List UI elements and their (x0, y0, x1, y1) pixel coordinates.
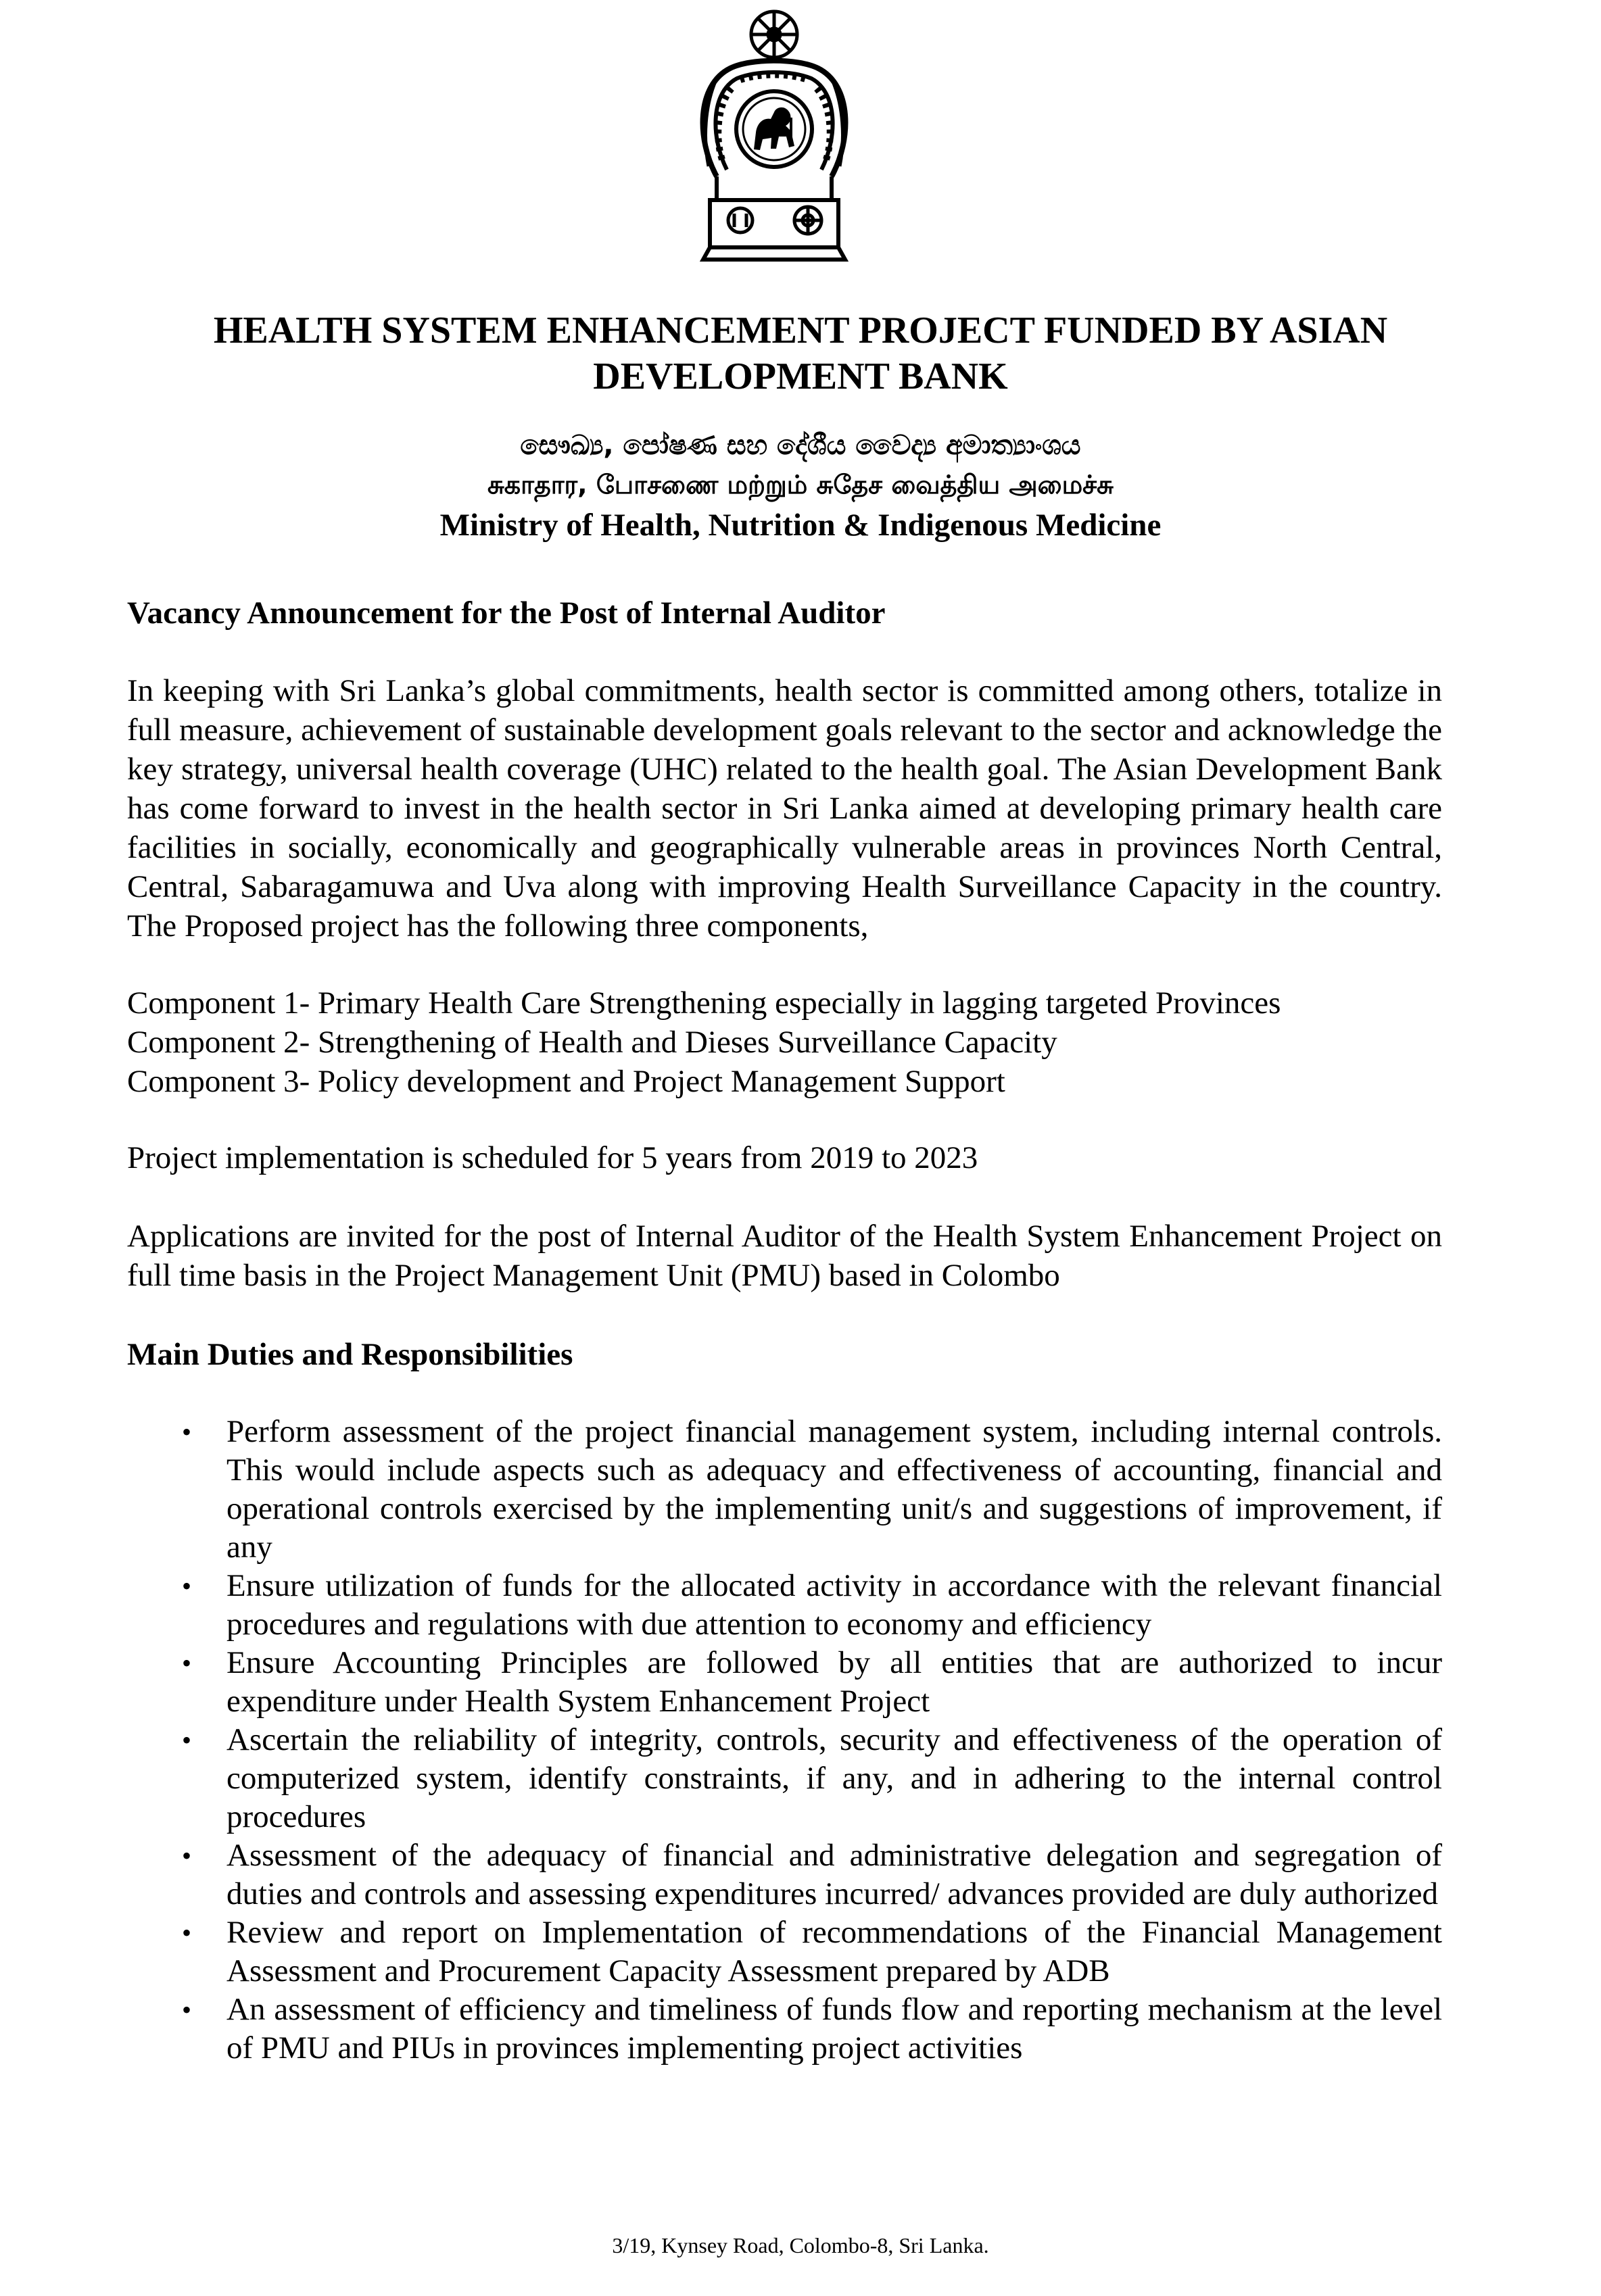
duty-item (127, 1836, 1442, 1913)
dharma-wheel-icon (751, 11, 797, 57)
component-item: Component 2- Strengthening of Health and Dieses Surveillance Capacity (127, 1025, 1057, 1060)
bullet-icon: • (181, 1417, 191, 1447)
duties-list (127, 1413, 1442, 2068)
duty-text: An assessment of efficiency and timeliness of funds flow and reporting mechanism at the level of PMU and PIUs in provinces implementing project activities (226, 1992, 1442, 2066)
ministry-name-english: Ministry of Health, Nutrition & Indigenous Medicine (439, 508, 1162, 543)
bullet-icon: • (181, 1725, 191, 1755)
duty-text: Ascertain the reliability of integrity, controls, security and effectiveness of the operation of computerized system, identify constraints, if any, and in adhering to the internal control procedures (226, 1722, 1442, 1834)
ministry-name-tamil: சுகாதார, போசணை மற்றும் சுதேச வைத்திய அமைச்சு (487, 470, 1114, 499)
bullet-icon: • (181, 1571, 191, 1601)
national-emblem (690, 4, 859, 264)
components-list (127, 983, 1442, 1101)
applications-paragraph: Applications are invited for the post of Internal Auditor of the Health System Enhancement Project on full time basis in the Project Management Unit (PMU) based in Colombo (127, 1219, 1442, 1293)
ministry-name-sinhala: සෞඛ්‍ය, පෝෂණ සහ දේශීය වෛද්‍ය අමාත්‍යාංශය (520, 430, 1081, 461)
component-item: Component 1- Primary Health Care Strengthening especially in lagging targeted Provinces (127, 985, 1281, 1021)
duty-text: Perform assessment of the project financial management system, including internal controls. This would include aspects such as adequacy and effectiveness of accounting, financial and operational controls exercised by the implementing unit/s and suggestions of improvement, if any (226, 1414, 1442, 1565)
bullet-icon: • (181, 1995, 191, 2025)
duty-text: Assessment of the adequacy of financial and administrative delegation and segregation of duties and controls and assessing expenditures incurred/ advances provided are duly authorized (226, 1838, 1442, 1911)
duties-heading: Main Duties and Responsibilities (127, 1337, 573, 1372)
footer-address: 3/19, Kynsey Road, Colombo-8, Sri Lanka. (612, 2233, 989, 2257)
component-item: Component 3- Policy development and Project Management Support (127, 1064, 1005, 1099)
bullet-icon: • (181, 1648, 191, 1678)
duty-item (127, 1721, 1442, 1836)
duty-item (127, 1990, 1442, 2068)
project-title: HEALTH SYSTEM ENHANCEMENT PROJECT FUNDED BY ASIAN DEVELOPMENT BANK (213, 310, 1388, 397)
vacancy-heading: Vacancy Announcement for the Post of Internal Auditor (127, 595, 886, 631)
duty-text: Ensure utilization of funds for the allocated activity in accordance with the relevant financial procedures and regulations with due attention to economy and efficiency (226, 1568, 1442, 1642)
schedule-text: Project implementation is scheduled for 5 years from 2019 to 2023 (127, 1140, 978, 1175)
lion-icon (754, 107, 794, 150)
duty-item (127, 1413, 1442, 1567)
duty-item (127, 1644, 1442, 1721)
duty-text: Ensure Accounting Principles are followed by all entities that are authorized to incur expenditure under Health System Enhancement Project (226, 1645, 1442, 1719)
duty-text: Review and report on Implementation of recommendations of the Financial Management Assessment and Procurement Capacity Assessment prepared by ADB (226, 1915, 1442, 1988)
duty-item (127, 1913, 1442, 1990)
bullet-icon: • (181, 1918, 191, 1948)
ministry-block (128, 426, 1473, 546)
intro-paragraph: In keeping with Sri Lanka’s global commitments, health sector is committed among others, totalize in full measure, achievement of sustainable development goals relevant to the sector and acknowledge the key strategy, universal health coverage (UHC) related to the health goal. The Asian Development Bank has come forward to invest in the health sector in Sri Lanka aimed at developing primary health care facilities in socially, economically and geographically vulnerable areas in provinces North Central, Central, Sabaragamuwa and Uva along with improving Health Surveillance Capacity in the country. The Proposed project has the following three components, (127, 673, 1442, 944)
duty-item (127, 1567, 1442, 1644)
bullet-icon: • (181, 1840, 191, 1871)
